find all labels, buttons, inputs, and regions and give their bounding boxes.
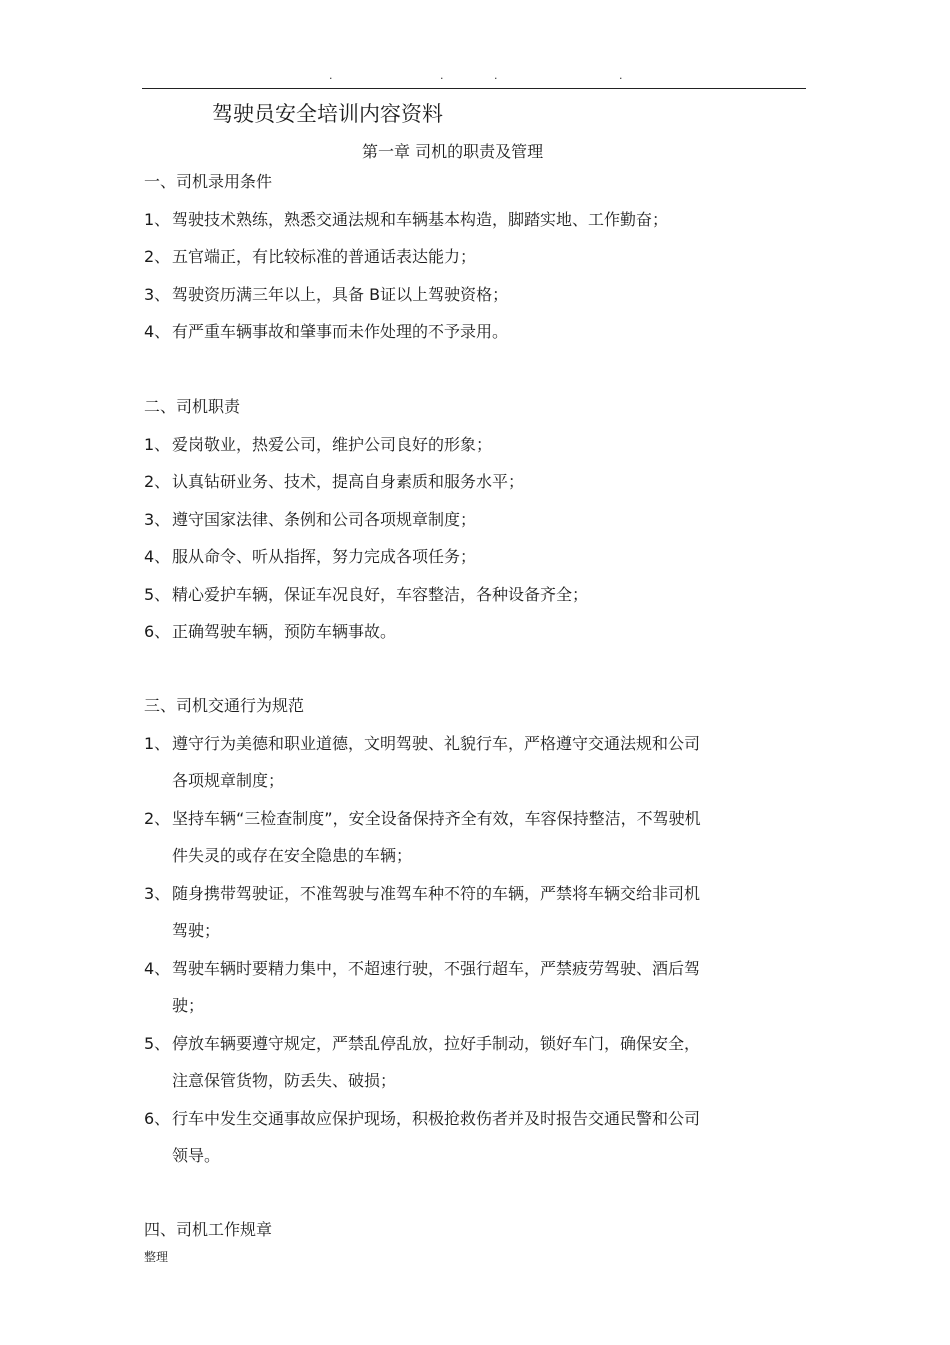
list-item: [144, 882, 701, 906]
list-item-text: 精心爱护车辆，保证车况良好，车容整洁，各种设备齐全；: [172, 585, 589, 604]
list-item: [144, 1107, 701, 1131]
list-item-number: 4、: [144, 322, 171, 341]
list-item-number: 4、: [144, 547, 171, 566]
list-item-text: 服从命令、听从指挥，努力完成各项任务；: [172, 547, 477, 566]
list-item-text: 有严重车辆事故和肇事而未作处理的不予录用。: [172, 322, 509, 341]
list-item: [144, 208, 669, 232]
list-item: [144, 1032, 701, 1056]
header-rule: [142, 88, 806, 89]
list-item-text: 随身携带驾驶证，不准驾驶与准驾车种不符的车辆，严禁将车辆交给非司机: [172, 884, 701, 903]
list-item-text: 坚持车辆“三检查制度”，安全设备保持齐全有效，车容保持整洁，不驾驶机: [172, 809, 701, 828]
list-item: [144, 807, 701, 831]
section-heading: 二、司机职责: [144, 397, 241, 416]
list-item-text: 爱岗敬业，热爱公司，维护公司良好的形象；: [172, 435, 493, 454]
list-item-number: 2、: [144, 472, 171, 491]
footer-text: 整理: [144, 1250, 169, 1264]
list-item-continuation: 注意保管货物，防丢失、破损；: [172, 1071, 397, 1090]
list-item-text: 停放车辆要遵守规定，严禁乱停乱放，拉好手制动，锁好车门，确保安全，: [172, 1034, 701, 1053]
list-item-text: 行车中发生交通事故应保护现场，积极抢救伤者并及时报告交通民警和公司: [172, 1109, 701, 1128]
header-dots: [142, 70, 806, 84]
list-item-continuation: 件失灵的或存在安全隐患的车辆；: [172, 846, 413, 865]
section-heading: 四、司机工作规章: [144, 1220, 273, 1239]
list-item-text: 正确驾驶车辆，预防车辆事故。: [172, 622, 397, 641]
list-item-continuation: 各项规章制度；: [172, 771, 285, 790]
list-item-text: 驾驶车辆时要精力集中，不超速行驶，不强行超车，严禁疲劳驾驶、酒后驾: [172, 959, 701, 978]
list-item-continuation: 领导。: [172, 1146, 221, 1165]
section-heading: 一、司机录用条件: [144, 172, 273, 191]
list-item-number: 6、: [144, 622, 171, 641]
chapter-title: 第一章 司机的职责及管理: [362, 142, 544, 161]
list-item: [144, 620, 397, 644]
list-item-text: 遵守行为美德和职业道德，文明驾驶、礼貌行车，严格遵守交通法规和公司: [172, 734, 701, 753]
list-item: [144, 732, 701, 756]
list-item-number: 5、: [144, 585, 171, 604]
list-item: [144, 508, 477, 532]
list-item-text: 驾驶资历满三年以上，具备 B证以上驾驶资格；: [172, 285, 509, 304]
header-dot: .: [440, 69, 444, 82]
list-item-number: 1、: [144, 734, 171, 753]
list-item: [144, 283, 509, 307]
list-item-number: 2、: [144, 809, 171, 828]
list-item: [144, 320, 509, 344]
list-item-text: 遵守国家法律、条例和公司各项规章制度；: [172, 510, 477, 529]
list-item-number: 1、: [144, 210, 171, 229]
list-item-continuation: 驶；: [172, 996, 205, 1015]
list-item: [144, 957, 701, 981]
section-heading: 三、司机交通行为规范: [144, 696, 305, 715]
list-item: [144, 583, 589, 607]
header-dot: .: [494, 69, 498, 82]
list-item-continuation: 驾驶；: [172, 921, 221, 940]
header-dot: .: [619, 69, 623, 82]
list-item-text: 五官端正，有比较标准的普通话表达能力；: [172, 247, 477, 266]
list-item-number: 5、: [144, 1034, 171, 1053]
list-item-number: 1、: [144, 435, 171, 454]
list-item-text: 认真钻研业务、技术，提高自身素质和服务水平；: [172, 472, 525, 491]
list-item-number: 2、: [144, 247, 171, 266]
list-item-number: 3、: [144, 285, 171, 304]
list-item-number: 4、: [144, 959, 171, 978]
document-title: 驾驶员安全培训内容资料: [212, 102, 443, 126]
list-item-number: 6、: [144, 1109, 171, 1128]
header-dot: .: [329, 69, 333, 82]
list-item-number: 3、: [144, 510, 171, 529]
list-item: [144, 245, 477, 269]
list-item-number: 3、: [144, 884, 171, 903]
list-item: [144, 433, 493, 457]
list-item-text: 驾驶技术熟练，熟悉交通法规和车辆基本构造，脚踏实地、工作勤奋；: [172, 210, 669, 229]
list-item: [144, 470, 525, 494]
list-item: [144, 545, 477, 569]
